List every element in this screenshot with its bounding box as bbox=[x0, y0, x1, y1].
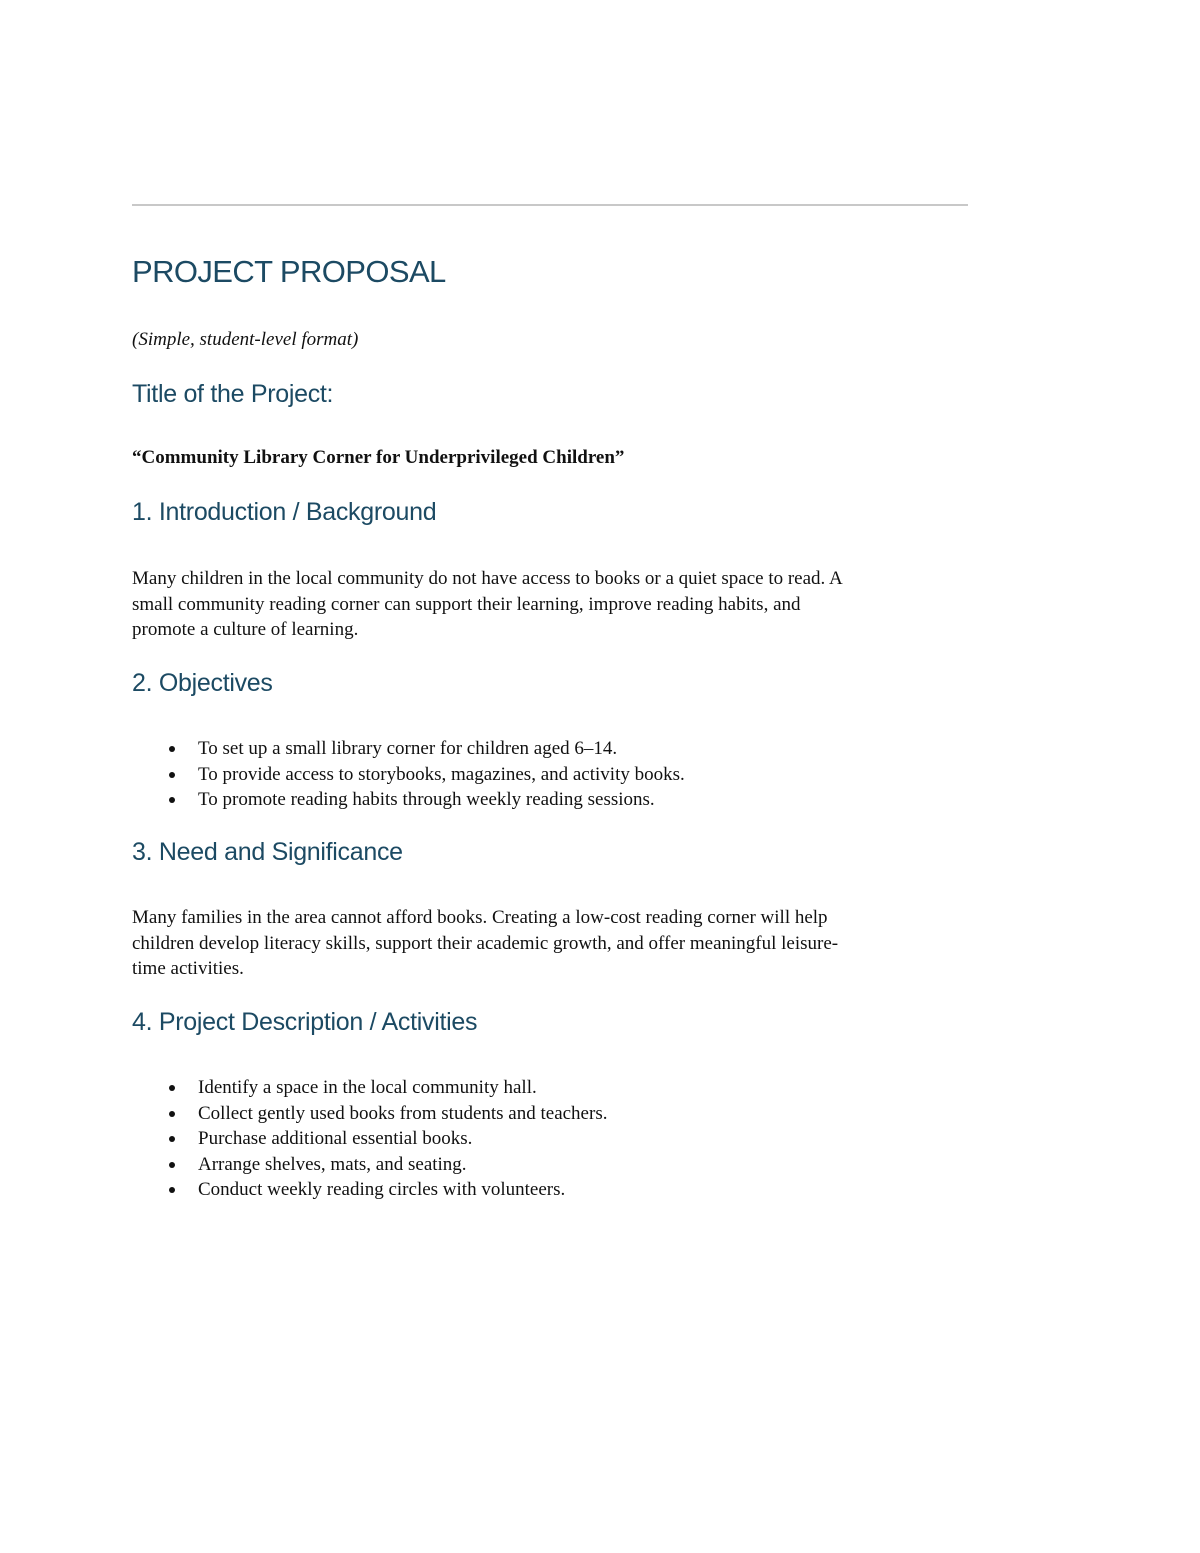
list-item bbox=[132, 1177, 607, 1203]
paragraph-line: children develop literacy skills, support their academic growth, and offer meaningful leisure- bbox=[132, 932, 839, 954]
paragraph-line: small community reading corner can support their learning, improve reading habits, and bbox=[132, 593, 801, 615]
bullet-icon bbox=[169, 797, 175, 803]
project-title-heading: Title of the Project: bbox=[132, 380, 334, 408]
bullet-icon bbox=[169, 1136, 175, 1142]
introduction-paragraph bbox=[132, 566, 968, 643]
list-item bbox=[132, 1152, 607, 1178]
list-item-text: Purchase additional essential books. bbox=[198, 1128, 473, 1149]
section-heading-project-description: 4. Project Description / Activities bbox=[132, 1008, 478, 1036]
bullet-icon bbox=[169, 1111, 175, 1117]
bullet-icon bbox=[169, 1187, 175, 1193]
paragraph-line: Many children in the local community do not have access to books or a quiet space to read. A bbox=[132, 568, 843, 589]
paragraph-line: promote a culture of learning. bbox=[132, 619, 359, 640]
list-item bbox=[132, 736, 685, 762]
objectives-list bbox=[132, 736, 685, 813]
paragraph-line: Many families in the area cannot afford books. Creating a low-cost reading corner will help bbox=[132, 907, 828, 928]
section-heading-need-significance: 3. Need and Significance bbox=[132, 838, 403, 866]
section-heading-objectives: 2. Objectives bbox=[132, 669, 273, 697]
list-item-text: Collect gently used books from students and teachers. bbox=[198, 1102, 608, 1124]
project-title: “Community Library Corner for Underprivileged Children” bbox=[132, 447, 625, 468]
list-item-text: Arrange shelves, mats, and seating. bbox=[198, 1153, 467, 1175]
list-item bbox=[132, 1075, 607, 1101]
list-item-text: Conduct weekly reading circles with volunteers. bbox=[198, 1179, 566, 1200]
list-item-text: Identify a space in the local community hall. bbox=[198, 1077, 537, 1098]
bullet-icon bbox=[169, 1085, 175, 1091]
bullet-icon bbox=[169, 772, 175, 778]
list-item-text: To set up a small library corner for children aged 6–14. bbox=[198, 738, 618, 759]
list-item bbox=[132, 1126, 607, 1152]
bullet-icon bbox=[169, 1162, 175, 1168]
list-item-text: To provide access to storybooks, magazines, and activity books. bbox=[198, 763, 685, 785]
list-item bbox=[132, 1101, 607, 1127]
need-significance-paragraph bbox=[132, 905, 968, 982]
activities-list bbox=[132, 1075, 607, 1203]
list-item-text: To promote reading habits through weekly reading sessions. bbox=[198, 789, 655, 810]
list-item bbox=[132, 762, 685, 788]
bullet-icon bbox=[169, 746, 175, 752]
document-subtitle: (Simple, student-level format) bbox=[132, 329, 359, 350]
header-divider bbox=[132, 204, 968, 206]
paragraph-line: time activities. bbox=[132, 958, 244, 979]
section-heading-introduction: 1. Introduction / Background bbox=[132, 498, 437, 526]
document-title: PROJECT PROPOSAL bbox=[132, 254, 446, 289]
list-item bbox=[132, 787, 685, 813]
